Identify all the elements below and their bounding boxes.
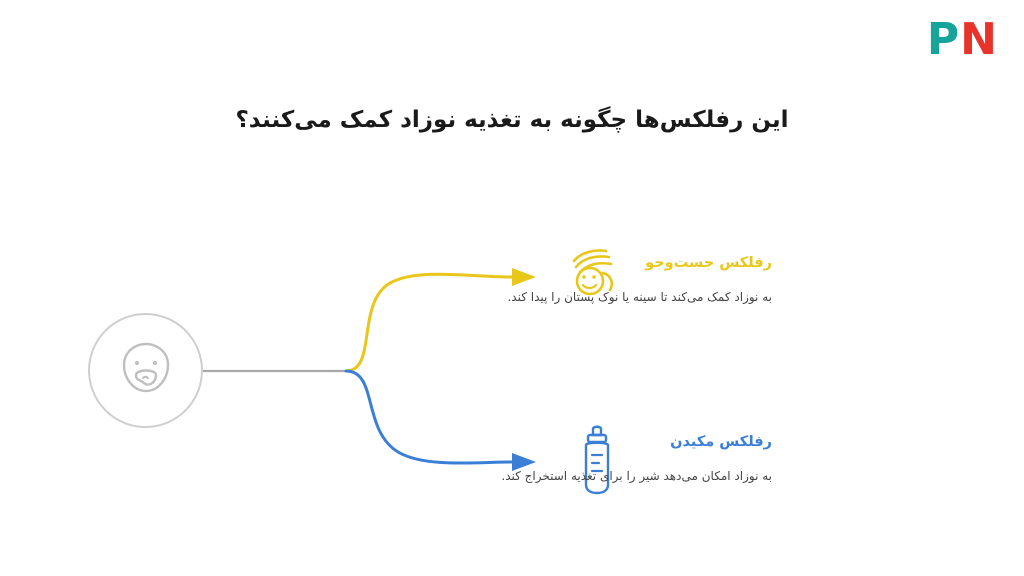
branch-sucking (432, 434, 772, 485)
logo-letter-n: N (960, 14, 996, 65)
page-title: این رفلکس‌ها چگونه به تغذیه نوزاد کمک می‌کنند؟ (235, 107, 789, 134)
branch-description-sucking: به نوزاد امکان می‌دهد شیر را برای تغذیه استخراج کند. (501, 469, 772, 484)
logo-letter-p: P (926, 14, 959, 65)
branch-heading-rooting: رفلکس جست‌وجو (645, 255, 772, 271)
branch-description-rooting: به نوزاد کمک می‌کند تا سینه یا نوک پستان را پیدا کند. (507, 290, 772, 305)
root-node-baby (88, 313, 203, 428)
baby-face-icon (110, 335, 182, 407)
branch-rooting (432, 255, 772, 306)
branch-heading-sucking: رفلکس مکیدن (670, 434, 772, 450)
